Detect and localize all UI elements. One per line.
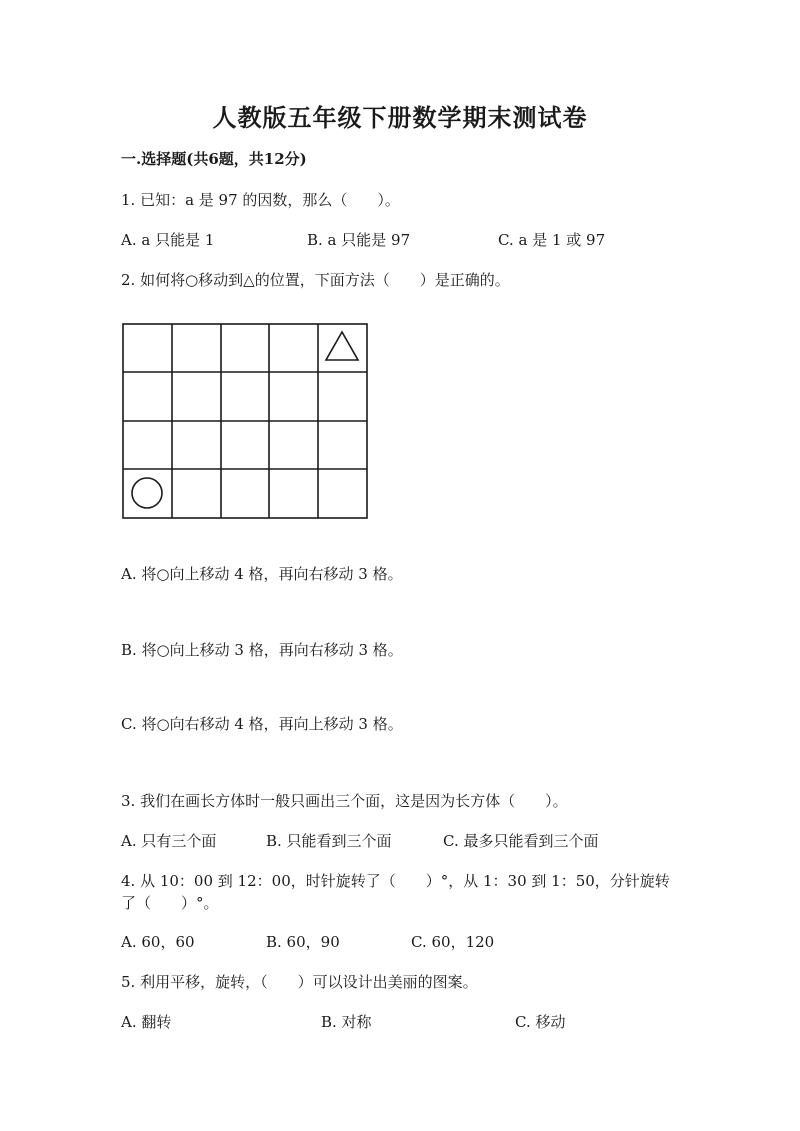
grid-figure	[121, 322, 371, 522]
question-4-text-line2: 了（ ）°。	[121, 894, 219, 912]
triangle-shape	[326, 332, 358, 360]
question-5-option-c: C. 移动	[515, 1013, 566, 1031]
question-2-option-b: B. 将○向上移动 3 格，再向右移动 3 格。	[121, 641, 403, 659]
question-1-option-b: B. a 只能是 97	[307, 231, 411, 249]
question-3-text: 3. 我们在画长方体时一般只画出三个面，这是因为长方体（ ）。	[121, 792, 568, 810]
question-4-option-a: A. 60，60	[121, 933, 195, 951]
question-1-option-c: C. a 是 1 或 97	[498, 231, 606, 249]
question-1-text: 1. 已知：a 是 97 的因数，那么（ ）。	[121, 191, 400, 209]
question-2-option-a: A. 将○向上移动 4 格，再向右移动 3 格。	[121, 565, 403, 583]
question-1-option-a: A. a 只能是 1	[121, 231, 215, 249]
circle-shape	[132, 478, 162, 508]
question-5-option-b: B. 对称	[321, 1013, 372, 1031]
question-3-option-a: A. 只有三个面	[121, 832, 217, 850]
question-4-option-c: C. 60，120	[411, 933, 495, 951]
page-title: 人教版五年级下册数学期末测试卷	[212, 103, 588, 132]
question-5-option-a: A. 翻转	[121, 1013, 172, 1031]
section-heading: 一.选择题(共6题，共12分)	[121, 150, 307, 168]
question-3-option-b: B. 只能看到三个面	[266, 832, 392, 850]
question-4-option-b: B. 60，90	[266, 933, 340, 951]
question-5-text: 5. 利用平移，旋转，（ ）可以设计出美丽的图案。	[121, 973, 478, 991]
question-4-text-line1: 4. 从 10：00 到 12：00，时针旋转了（ ）°，从 1：30 到 1：50，分针旋转	[121, 872, 670, 890]
question-2-text: 2. 如何将○移动到△的位置，下面方法（ ）是正确的。	[121, 271, 510, 289]
question-2-option-c: C. 将○向右移动 4 格，再向上移动 3 格。	[121, 715, 403, 733]
question-3-option-c: C. 最多只能看到三个面	[443, 832, 599, 850]
